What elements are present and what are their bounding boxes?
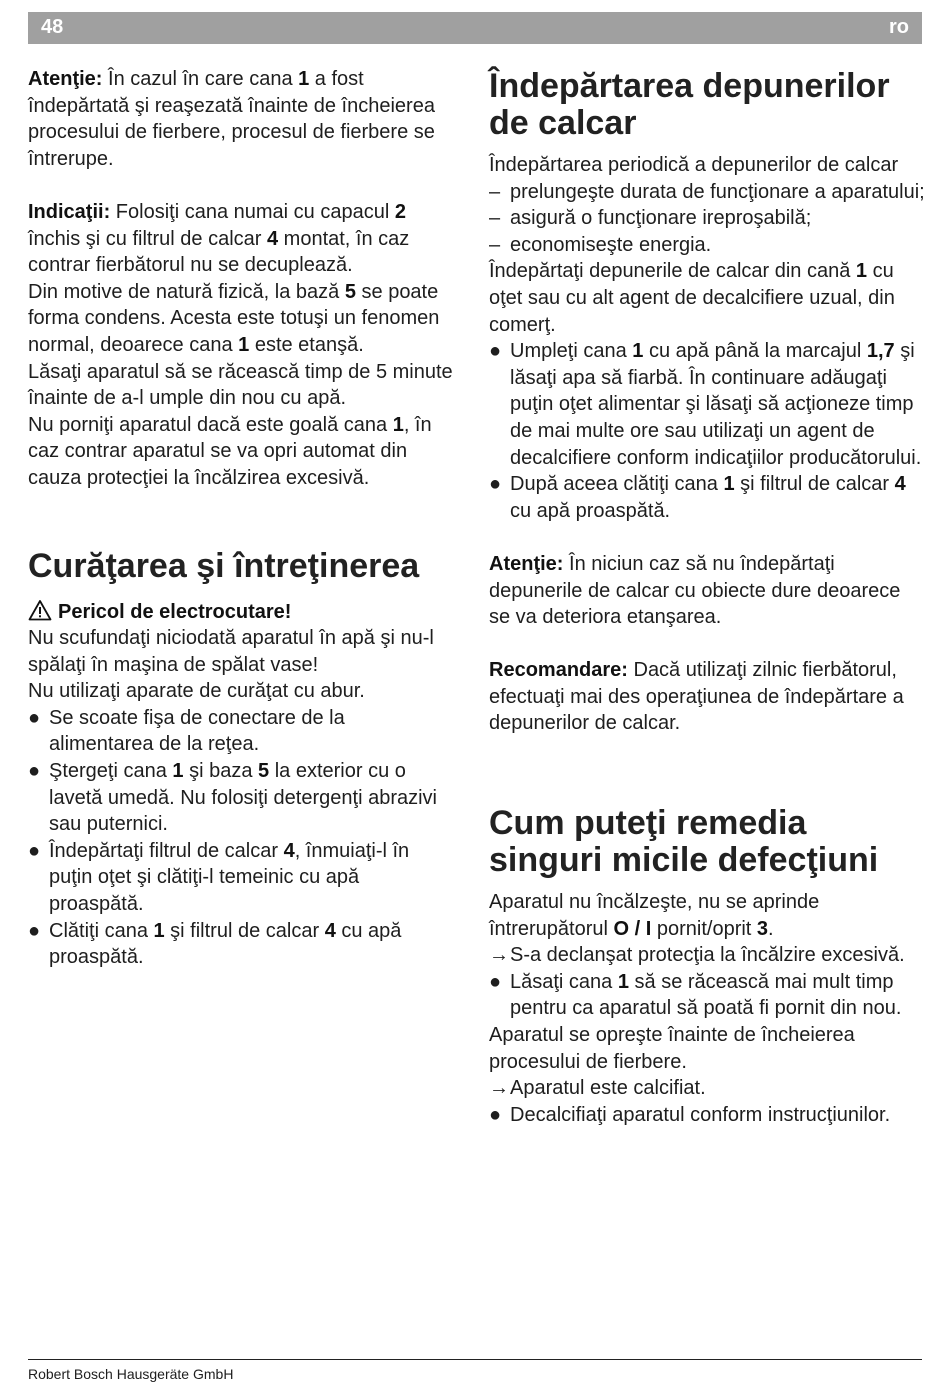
part-number: 5 — [258, 760, 270, 783]
text: şi baza — [183, 760, 259, 783]
bullet-marker: ● — [28, 760, 41, 783]
text: este etanşă. — [249, 333, 364, 356]
text: Îndepărtaţi depunerile de calcar din cană — [489, 260, 856, 283]
condensation-paragraph — [28, 279, 453, 359]
warning-heading — [28, 599, 453, 626]
warning-text: Nu scufundaţi niciodată aparatul în apă şi nu-l spălaţi în maşina de spălat vase! — [28, 627, 434, 676]
text: economiseşte energia. — [510, 233, 712, 256]
text: şi lăsaţi apa să fiarbă. În continuare adăugaţi puţin oţet alimentar şi lăsaţi să acţioneze timp de mai multe ore sau utilizaţi un agent de decalcifiere conform indicaţiilor producătorului. — [510, 340, 922, 469]
list-item — [489, 205, 925, 232]
list-item — [28, 758, 453, 838]
page-header-bar — [28, 12, 922, 44]
text: a fost îndepărtată şi reaşezată înainte de încheierea procesului de fierbere, procesul de fierbere se întrerupe. — [28, 68, 435, 170]
cooldown-paragraph: Lăsaţi aparatul să se răcească timp de 5 minute înainte de a-l umple din nou cu apă. — [28, 360, 453, 410]
text: În cazul în care cana — [102, 68, 299, 90]
attention-paragraph — [489, 551, 925, 631]
text: În niciun caz să nu îndepărtaţi depunerile de calcar cu obiecte dure deoarece se va deteriora etanşarea. — [489, 552, 901, 629]
fill-mark: 1,7 — [866, 340, 895, 363]
text: cu oţet sau cu alt agent de decalcifiere uzual, din comerţ. — [489, 260, 895, 336]
list-item — [489, 338, 925, 471]
list-item — [489, 179, 925, 206]
switch-label: O / I — [613, 917, 652, 940]
cleaning-heading: Curăţarea şi întreţinerea — [28, 546, 420, 585]
text: Pericol de electrocutare! — [58, 600, 292, 623]
text: la exterior cu o lavetă umedă. Nu folosiţi detergenţi abrazivi sau puternici. — [49, 760, 437, 836]
text: şi filtrul de calcar — [734, 473, 895, 496]
part-number: 4 — [266, 227, 279, 250]
dash-marker: – — [489, 207, 501, 230]
part-number: 1 — [153, 919, 165, 942]
list-item — [28, 705, 453, 758]
page-number: 48 — [41, 16, 64, 38]
text: închis şi cu filtrul de calcar — [28, 227, 267, 250]
part-number: 1 — [238, 333, 250, 356]
dash-marker: – — [489, 180, 501, 203]
text: cu apă până la marcajul — [643, 340, 867, 363]
part-number: 3 — [756, 917, 769, 940]
text: cu apă proaspătă. — [49, 919, 402, 969]
list-item — [489, 471, 925, 524]
bullet-marker: ● — [489, 340, 502, 363]
bullet-marker: ● — [28, 919, 41, 942]
notes-label: Indicaţii: — [28, 200, 111, 223]
problem-2: Aparatul se opreşte înainte de încheierea procesului de fierbere. — [489, 1024, 855, 1073]
text: S-a declanşat protecţia la încălzire excesivă. — [510, 944, 905, 967]
problem-1 — [489, 889, 925, 942]
dash-marker: – — [489, 233, 501, 256]
cause-item — [489, 1075, 925, 1102]
arrow-icon: → — [489, 944, 509, 967]
text: Ştergeţi cana — [49, 760, 173, 783]
part-number: 4 — [894, 473, 906, 496]
warning-triangle-icon — [28, 599, 52, 621]
language-code: ro — [889, 16, 909, 38]
text: , în caz contrar aparatul se va opri automat din cauza protecţiei la încălzirea excesivă. — [28, 413, 432, 489]
text: cu apă proaspătă. — [510, 499, 671, 522]
text: Folosiţi cana numai cu capacul — [110, 200, 395, 223]
attention-label: Atenţie: — [28, 68, 103, 90]
text: Decalcifiaţi aparatul conform instrucţiunilor. — [510, 1103, 891, 1126]
part-number: 4 — [324, 919, 336, 942]
part-number: 4 — [283, 839, 295, 862]
part-number: 1 — [298, 68, 310, 90]
descaling-intro: Îndepărtarea periodică a depunerilor de calcar — [489, 154, 899, 176]
text: Aparatul nu încălzeşte, nu se aprinde întrerupătorul — [489, 891, 820, 940]
bullet-marker: ● — [489, 1103, 502, 1126]
footer-rule — [28, 1359, 922, 1360]
recommendation-label: Recomandare: — [489, 659, 628, 682]
bullet-marker: ● — [28, 839, 41, 862]
text: Clătiţi cana — [49, 919, 154, 942]
recommendation-paragraph — [489, 657, 925, 737]
part-number: 1 — [855, 260, 868, 283]
text: Lăsaţi cana — [510, 970, 618, 993]
bullet-marker: ● — [489, 473, 502, 496]
cause-item — [489, 942, 925, 969]
text: Umpleţi cana — [510, 340, 633, 363]
attention-label: Atenţie: — [489, 552, 564, 575]
right-column — [489, 66, 925, 1128]
text: se poate forma condens. Acesta este totuşi un fenomen normal, deoarece cana — [28, 280, 440, 356]
list-item — [489, 232, 925, 259]
text: să se răcească mai mult timp pentru ca aparatul să poată fi pornit din nou. — [510, 970, 902, 1020]
descaling-method — [489, 258, 925, 338]
part-number: 1 — [392, 413, 404, 436]
list-item — [28, 838, 453, 918]
text: asigură o funcţionare ireproşabilă; — [510, 207, 812, 230]
list-item — [28, 918, 453, 971]
text: . — [768, 917, 774, 940]
part-number: 1 — [723, 473, 735, 496]
part-number: 1 — [172, 760, 184, 783]
text: Aparatul este calcifiat. — [510, 1077, 706, 1100]
text: montat, în caz contrar fierbătorul nu se decuplează. — [28, 227, 410, 277]
part-number: 2 — [394, 200, 406, 223]
remedy-item — [489, 969, 925, 1022]
troubleshooting-heading: Cum puteţi remedia singuri micile defecţiuni — [489, 804, 879, 880]
text: şi filtrul de calcar — [164, 919, 325, 942]
left-column — [28, 66, 453, 971]
text: Din motive de natură fizică, la bază — [28, 280, 345, 303]
attention-paragraph — [28, 66, 453, 172]
bullet-marker: ● — [489, 970, 502, 993]
notes-paragraph — [28, 199, 453, 279]
arrow-icon: → — [489, 1077, 509, 1100]
text: pornit/oprit — [651, 917, 757, 940]
text: Nu porniţi aparatul dacă este goală cana — [28, 413, 393, 436]
part-number: 5 — [344, 280, 356, 303]
text: prelungeşte durata de funcţionare a aparatului; — [510, 180, 925, 203]
text: , înmuiaţi-l în puţin oţet şi clătiţi-l temeinic cu apă proaspătă. — [49, 839, 410, 916]
empty-kettle-paragraph — [28, 412, 453, 492]
bullet-marker: ● — [28, 706, 41, 729]
steam-cleaner-text: Nu utilizaţi aparate de curăţat cu abur. — [28, 680, 365, 703]
part-number: 1 — [632, 340, 644, 363]
part-number: 1 — [617, 970, 629, 993]
text: După aceea clătiţi cana — [510, 473, 724, 496]
text: Se scoate fişa de conectare de la alimentarea de la reţea. — [49, 706, 345, 756]
remedy-item — [489, 1102, 925, 1129]
footer-company: Robert Bosch Hausgeräte GmbH — [28, 1366, 234, 1382]
text: Dacă utilizaţi zilnic fierbătorul, efectuaţi mai des operaţiunea de îndepărtare a depunerilor de calcar. — [489, 659, 904, 735]
text: Îndepărtaţi filtrul de calcar — [49, 839, 284, 862]
descaling-heading: Îndepărtarea depunerilor de calcar — [489, 67, 890, 142]
